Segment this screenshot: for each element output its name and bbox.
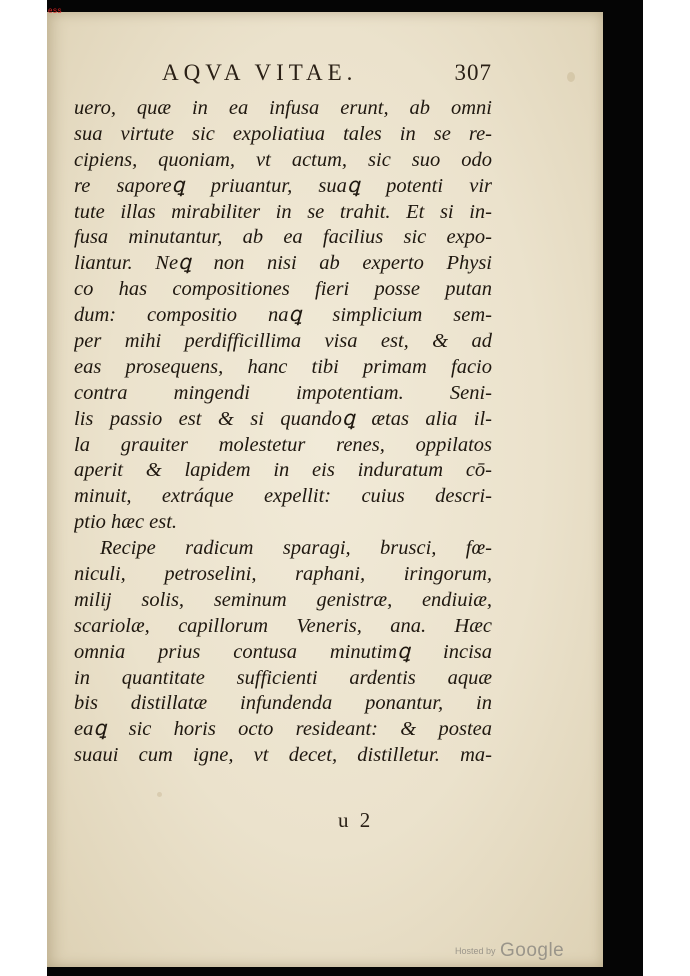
text-line: in quantitate sufficienti ardentis aquæ: [74, 666, 492, 689]
text-line: sua virtute sic expoliatiua tales in se re-: [74, 122, 492, 145]
text-line: re saporeꝗ priuantur, suaꝗ potenti vir: [74, 174, 492, 197]
google-logo: Google: [499, 940, 565, 961]
running-title: AQVA VITAE.: [162, 60, 358, 85]
signature-mark: u 2: [338, 808, 374, 832]
text-line: per mihi perdifficillima visa est, & ad: [74, 330, 492, 353]
text-line: niculi, petroselini, raphani, iringorum,: [74, 563, 492, 586]
page-header: [162, 60, 492, 94]
text-line: Recipe radicum sparagi, brusci, fœ-: [100, 537, 492, 560]
text-line: lis passio est & si quandoꝗ ætas alia il-: [74, 407, 492, 430]
text-line: dum: compositio naꝗ simplicium sem-: [74, 304, 492, 327]
text-line: eaꝗ sic horis octo resideant: & postea: [74, 718, 492, 741]
body-text: [74, 96, 492, 769]
text-line: tute illas mirabiliter in se trahit. Et si in-: [74, 200, 492, 223]
page-number: 307: [454, 60, 492, 85]
text-line: milij solis, seminum genistræ, endiuiæ,: [74, 588, 492, 611]
text-line: cipiens, quoniam, vt actum, sic suo odo: [74, 148, 492, 171]
text-line: co has compositiones fieri posse putan: [74, 278, 492, 301]
text-line: la grauiter molestetur renes, oppilatos: [74, 433, 492, 456]
hosted-by-label: Hosted by: [455, 946, 496, 956]
text-line: uero, quæ in ea infusa erunt, ab omni: [74, 97, 492, 119]
text-line: contra mingendi impotentiam. Seni-: [74, 381, 492, 404]
text-line: scariolæ, capillorum Veneris, ana. Hæc: [74, 614, 492, 637]
ink-stain: [157, 792, 162, 797]
text-line: liantur. Neꝗ non nisi ab experto Physi: [74, 252, 492, 275]
corner-mark: ess: [48, 6, 62, 15]
text-line: eas prosequens, hanc tibi primam facio: [74, 355, 492, 378]
text-line: suaui cum igne, vt decet, distilletur. ma-: [74, 744, 492, 767]
ink-stain: [567, 72, 575, 82]
text-line: minuit, extráque expellit: cuius descri-: [74, 485, 492, 508]
text-line: fusa minutantur, ab ea facilius sic expo-: [74, 226, 492, 249]
text-line: ptio hæc est.: [74, 511, 178, 534]
hosted-by-watermark: [455, 940, 564, 962]
text-line: bis distillatæ infundenda ponantur, in: [74, 692, 492, 715]
text-line: omnia prius contusa minutimꝗ incisa: [74, 640, 492, 663]
text-line: aperit & lapidem in eis induratum cō-: [74, 459, 492, 482]
